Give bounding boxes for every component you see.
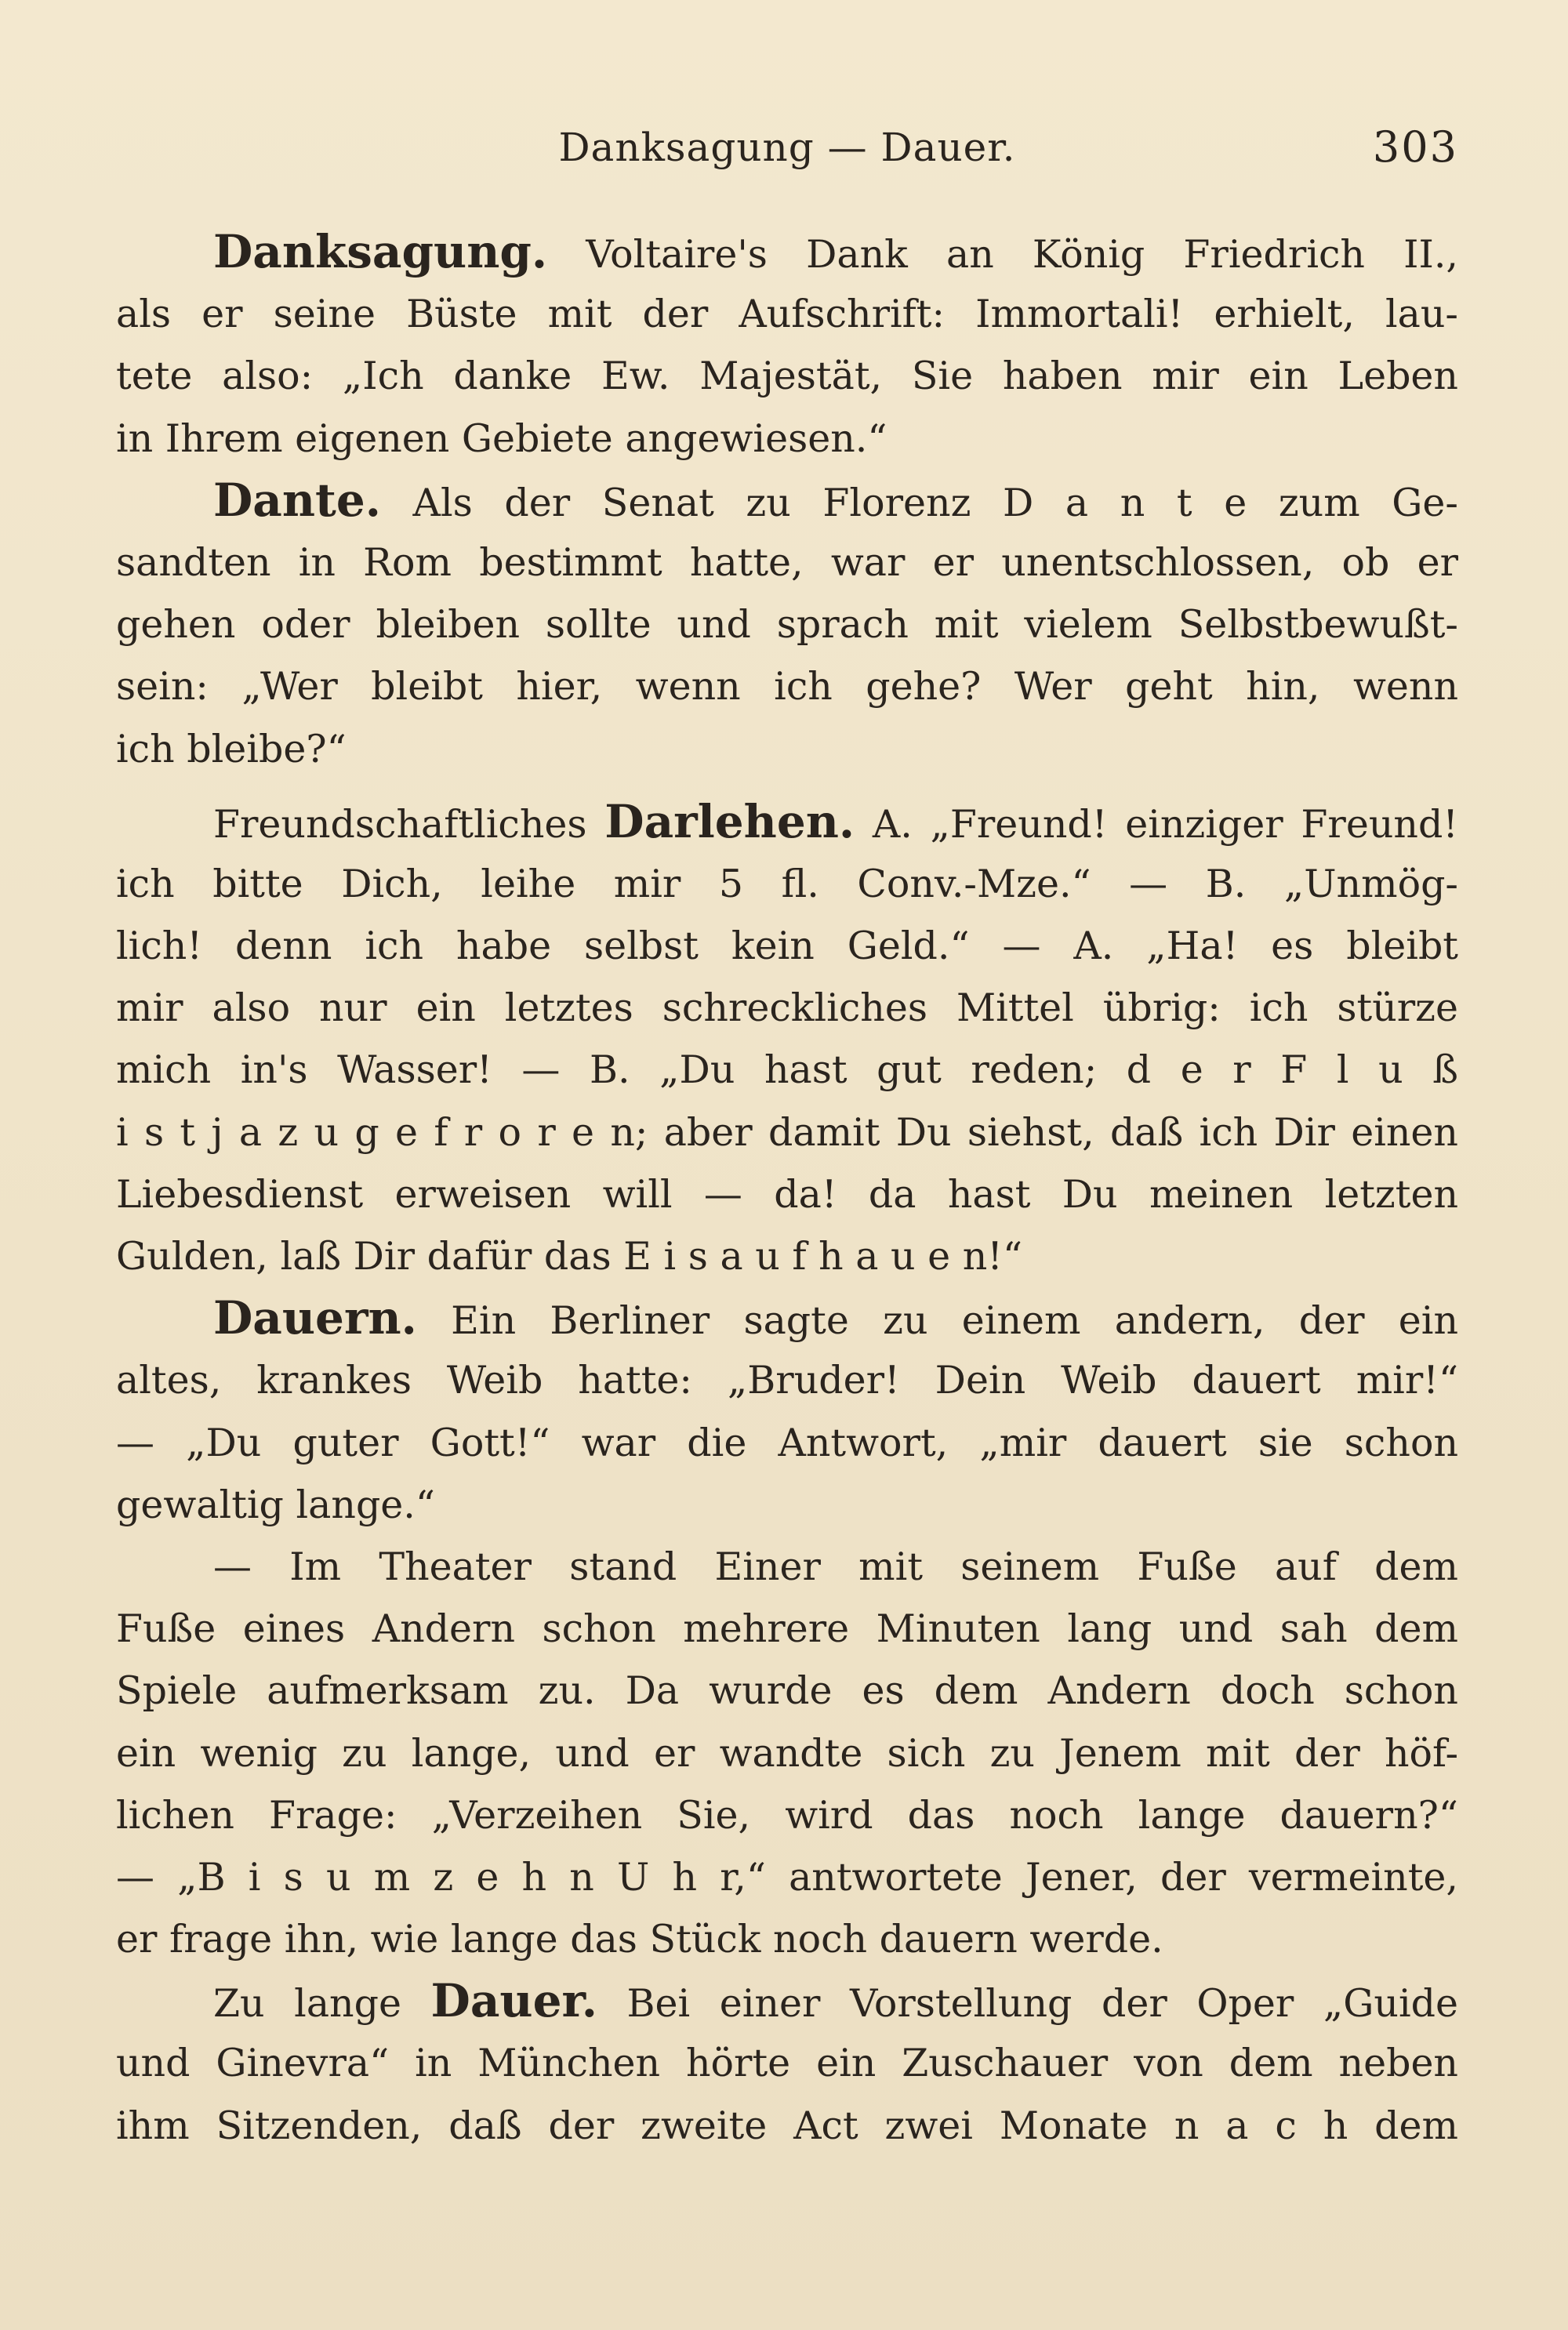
entry-keyword: Dante. <box>213 473 381 527</box>
text-line <box>116 2095 1458 2157</box>
line-text: ich bleibe?“ <box>116 726 347 771</box>
line-text: lich! denn ich habe selbst kein Geld.“ — A. „Ha! es bleibt <box>116 924 1458 969</box>
line-text: A. „Freund! einziger Freund! <box>855 801 1458 847</box>
text-line <box>116 221 1458 283</box>
line-text: Spiele aufmerksam zu. Da wurde es dem Andern doch schon <box>116 1668 1458 1714</box>
line-text: Ein Berliner sagte zu einem andern, der ein <box>416 1298 1458 1344</box>
text-line <box>116 1598 1458 1660</box>
line-text: ein wenig zu lange, und er wandte sich zu Jenem mit der höf- <box>116 1730 1458 1776</box>
text-line <box>116 1722 1458 1784</box>
line-text: mich in's Wasser! — B. „Du hast gut reden; d e r F l u ß <box>116 1047 1458 1093</box>
line-text: i s t j a z u g e f r o r e n; aber damit Du siehst, daß ich Dir einen <box>116 1109 1458 1155</box>
body-text <box>116 221 1458 2157</box>
line-text: Gulden, laß Dir dafür das E i s a u f h a u e n!“ <box>116 1234 1023 1279</box>
line-text: Liebesdienst erweisen will — da! da hast Du meinen letzten <box>116 1171 1458 1217</box>
line-text: ihm Sitzenden, daß der zweite Act zwei Monate n a c h dem <box>116 2103 1458 2148</box>
text-line <box>116 853 1458 915</box>
line-text: mir also nur ein letztes schreckliches Mittel übrig: ich stürze <box>116 985 1458 1031</box>
text-line <box>116 1225 1458 1287</box>
text-line <box>116 470 1458 532</box>
text-line <box>116 1536 1458 1598</box>
text-line <box>116 1349 1458 1411</box>
entry-keyword: Dauer. <box>430 1974 597 2028</box>
text-line <box>116 1474 1458 1536</box>
line-text: gehen oder bleiben sollte und sprach mit vielem Selbstbewußt- <box>116 602 1458 648</box>
line-text: — Im Theater stand Einer mit seinem Fuße auf dem <box>213 1544 1458 1589</box>
text-line <box>116 977 1458 1039</box>
line-text: Zu lange <box>213 1981 431 2027</box>
text-line <box>116 2032 1458 2094</box>
line-text: als er seine Büste mit der Aufschrift: Immortali! erhielt, lau- <box>116 292 1458 337</box>
line-text: in Ihrem eigenen Gebiete angewiesen.“ <box>116 416 887 461</box>
text-line <box>116 915 1458 977</box>
text-line <box>116 1101 1458 1163</box>
text-line <box>116 345 1458 407</box>
line-text: Fuße eines Andern schon mehrere Minuten lang und sah dem <box>116 1606 1458 1652</box>
text-line <box>116 532 1458 593</box>
text-line <box>116 1163 1458 1225</box>
text-line <box>116 1660 1458 1722</box>
text-line <box>116 655 1458 717</box>
text-line <box>116 1846 1458 1908</box>
line-text: gewaltig lange.“ <box>116 1482 435 1527</box>
line-text: — „B i s u m z e h n U h r,“ antwortete Jener, der vermeinte, <box>116 1854 1458 1900</box>
line-text: altes, krankes Weib hatte: „Bruder! Dein Weib dauert mir!“ <box>116 1358 1458 1403</box>
running-title: Danksagung — Dauer. <box>558 125 1016 170</box>
line-text: Freundschaftliches <box>213 801 605 847</box>
entry-keyword: Danksagung. <box>213 225 548 278</box>
running-head <box>116 116 1458 179</box>
line-text: lichen Frage: „Verzeihen Sie, wird das noch lange dauern?“ <box>116 1792 1458 1838</box>
line-text: und Ginevra“ in München hörte ein Zuschauer von dem neben <box>116 2041 1458 2086</box>
page-number: 303 <box>1372 122 1458 172</box>
line-text: er frage ihn, wie lange das Stück noch dauern werde. <box>116 1917 1163 1962</box>
line-text: ich bitte Dich, leihe mir 5 fl. Conv.-Mze.“ — B. „Unmög- <box>116 861 1458 906</box>
line-text: sein: „Wer bleibt hier, wenn ich gehe? Wer geht hin, wenn <box>116 664 1458 710</box>
text-line <box>116 1970 1458 2032</box>
line-text: Bei einer Vorstellung der Oper „Guide <box>597 1981 1458 2027</box>
text-line <box>116 791 1458 853</box>
text-line <box>116 1908 1458 1970</box>
entry-keyword: Darlehen. <box>604 794 855 848</box>
text-line <box>116 1784 1458 1846</box>
text-line <box>116 593 1458 655</box>
line-text: tete also: „Ich danke Ew. Majestät, Sie haben mir ein Leben <box>116 354 1458 399</box>
line-text: — „Du guter Gott!“ war die Antwort, „mir dauert sie schon <box>116 1420 1458 1465</box>
text-line <box>116 718 1458 780</box>
entry-keyword: Dauern. <box>213 1291 417 1345</box>
text-line <box>116 1412 1458 1474</box>
line-text: Als der Senat zu Florenz D a n t e zum Ge- <box>380 480 1458 525</box>
line-text: sandten in Rom bestimmt hatte, war er unentschlossen, ob er <box>116 539 1458 585</box>
text-line <box>116 283 1458 345</box>
text-line <box>116 408 1458 470</box>
line-text: Voltaire's Dank an König Friedrich II., <box>547 232 1458 277</box>
text-line <box>116 1287 1458 1349</box>
text-line <box>116 1039 1458 1101</box>
